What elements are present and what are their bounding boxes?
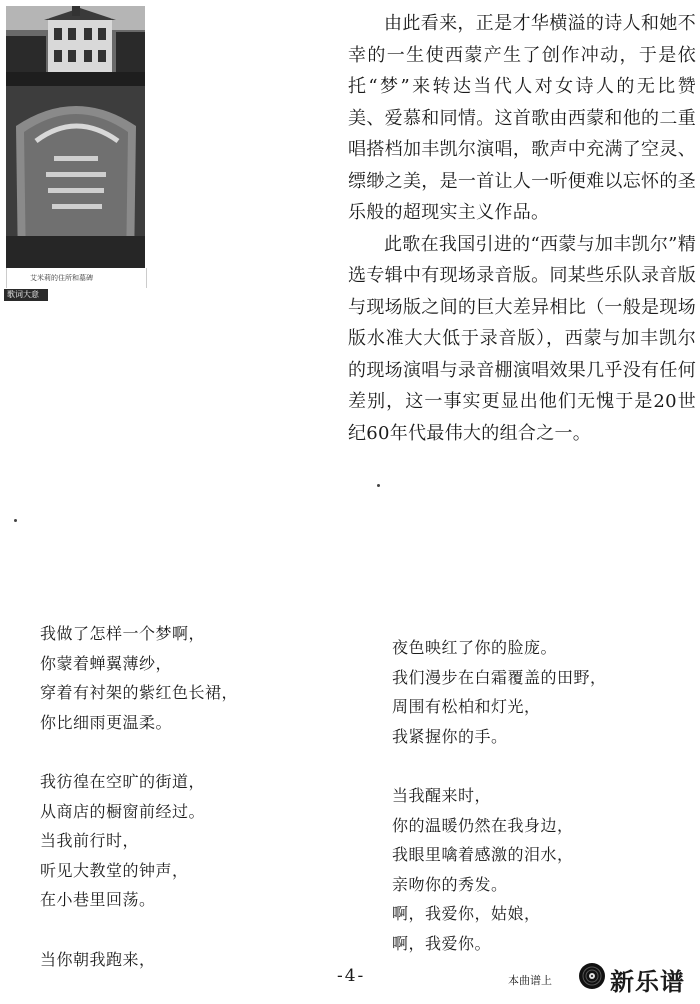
lyric-line: 我做了怎样一个梦啊， bbox=[40, 624, 206, 643]
lyric-line: 你蒙着蝉翼薄纱， bbox=[40, 653, 173, 673]
scan-speck bbox=[14, 519, 17, 522]
brand-name: 新乐谱 bbox=[610, 968, 685, 996]
lyric-line: 从商店的橱窗前经过。 bbox=[40, 801, 206, 821]
lyric-line: 我们漫步在白霜覆盖的田野， bbox=[392, 667, 607, 687]
lyric-line: 啊，我爱你。 bbox=[392, 933, 492, 953]
article-body bbox=[348, 8, 696, 449]
lyric-line: 穿着有衬架的紫红色长裙， bbox=[40, 683, 239, 702]
lyric-line: 我紧握你的手。 bbox=[392, 726, 508, 746]
lyrics-left-column bbox=[40, 619, 238, 1004]
record-disc-icon bbox=[578, 962, 606, 990]
lyrics-right-column bbox=[392, 633, 607, 988]
page-number: -4- bbox=[337, 966, 366, 986]
lyric-line: 周围有松柏和灯光， bbox=[392, 697, 541, 716]
lyric-line: 我彷徨在空旷的街道， bbox=[40, 772, 206, 791]
lyric-line: 我眼里噙着感激的泪水， bbox=[392, 845, 574, 864]
gravestone-photo bbox=[6, 86, 145, 268]
photo-caption: 艾米莉的住所和墓碑 bbox=[30, 274, 93, 282]
lyric-line: 听见大教堂的钟声， bbox=[40, 860, 189, 880]
article-paragraph: 由此看来，正是才华横溢的诗人和她不幸的一生使西蒙产生了创作冲动，于是依托“梦”来转达当代人对女诗人的无比赞美、爱慕和同情。这首歌由西蒙和他的二重唱搭档加丰凯尔演唱，歌声中充满了空灵、缥缈之美，是一首让人一听便难以忘怀的圣乐般的超现实主义作品。 bbox=[348, 13, 696, 223]
house-photo bbox=[6, 6, 145, 86]
lyric-line: 当我前行时， bbox=[40, 831, 140, 850]
lyric-line: 在小巷里回荡。 bbox=[40, 890, 156, 909]
scan-speck bbox=[377, 484, 380, 487]
lyric-line: 当你朝我跑来， bbox=[40, 949, 156, 969]
lyrics-section-tag: 歌词大意 bbox=[4, 289, 48, 301]
lyric-line: 你的温暖仍然在我身边， bbox=[392, 815, 574, 835]
lyric-line: 当我醒来时， bbox=[392, 786, 492, 805]
source-label: 本曲谱上 bbox=[508, 974, 552, 987]
lyrics-stanza bbox=[392, 781, 607, 958]
lyrics-stanza bbox=[40, 619, 238, 737]
lyric-line: 亲吻你的秀发。 bbox=[392, 874, 508, 894]
lyric-line: 啊，我爱你，姑娘， bbox=[392, 904, 541, 923]
lyrics-stanza bbox=[392, 633, 607, 751]
lyrics-stanza bbox=[40, 945, 238, 975]
lyrics-stanza bbox=[40, 767, 238, 915]
article-paragraph: 此歌在我国引进的“西蒙与加丰凯尔”精选专辑中有现场录音版。同某些乐队录音版与现场版之间的巨大差异相比（一般是现场版水准大大低于录音版），西蒙与加丰凯尔的现场演唱与录音棚演唱效果几乎没有任何差别，这一事实更显出他们无愧于是20世纪60年代最伟大的组合之一。 bbox=[348, 233, 696, 444]
lyric-line: 夜色映红了你的脸庞。 bbox=[392, 638, 558, 657]
lyric-line: 你比细雨更温柔。 bbox=[40, 712, 173, 732]
